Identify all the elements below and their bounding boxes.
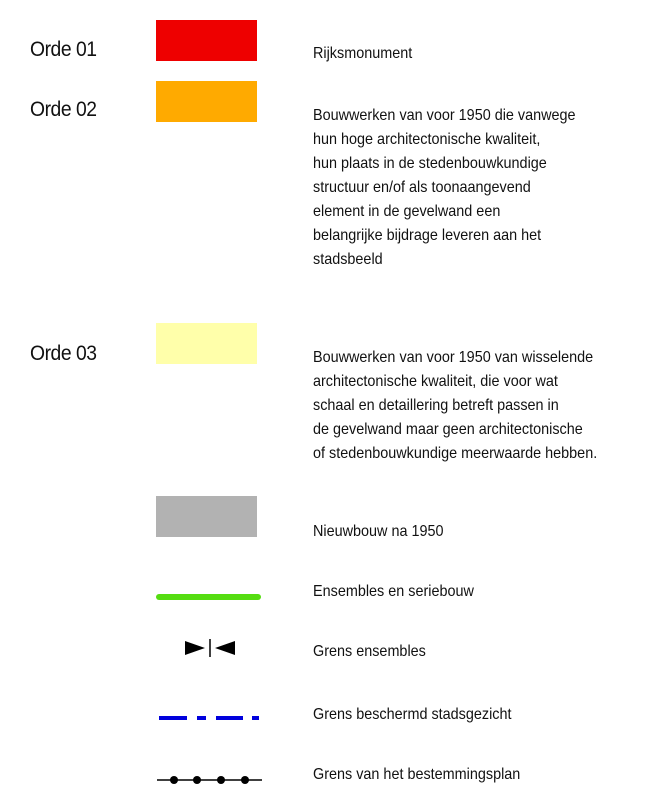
orde-01-label: Orde 01 bbox=[30, 38, 97, 61]
orde-02-description: Bouwwerken van voor 1950 die vanwege hun hoge architectonische kwaliteit, hun plaats in de stedenbouwkundige structuur en/of als toonaangevend element in de gevelwand een belangrijke bijdrage leveren aan het stadsbeeld bbox=[313, 107, 576, 268]
ensembles-description: Ensembles en seriebouw bbox=[313, 583, 474, 600]
dotted-boundary-icon bbox=[150, 768, 265, 792]
nieuwbouw-description: Nieuwbouw na 1950 bbox=[313, 523, 444, 540]
orde-01-description: Rijksmonument bbox=[313, 45, 413, 62]
bowtie-boundary-icon bbox=[150, 636, 265, 660]
ensembles-line-icon bbox=[150, 585, 265, 609]
orde-03-swatch bbox=[156, 323, 257, 364]
orde-02-swatch bbox=[156, 81, 257, 122]
nieuwbouw-swatch bbox=[156, 496, 257, 537]
grens-bestemmingsplan-description: Grens van het bestemmingsplan bbox=[313, 766, 521, 783]
orde-03-label: Orde 03 bbox=[30, 342, 97, 365]
grens-ensembles-description: Grens ensembles bbox=[313, 643, 426, 660]
dashed-boundary-icon bbox=[150, 706, 265, 730]
orde-01-swatch bbox=[156, 20, 257, 61]
orde-02-label: Orde 02 bbox=[30, 98, 97, 121]
orde-03-description: Bouwwerken van voor 1950 van wisselende architectonische kwaliteit, die voor wat schaal en detaillering betreft passen in de gevelwand maar geen architectonische of stedenbouwkundige meerwaarde hebben. bbox=[313, 349, 598, 462]
grens-stadsgezicht-description: Grens beschermd stadsgezicht bbox=[313, 706, 512, 723]
